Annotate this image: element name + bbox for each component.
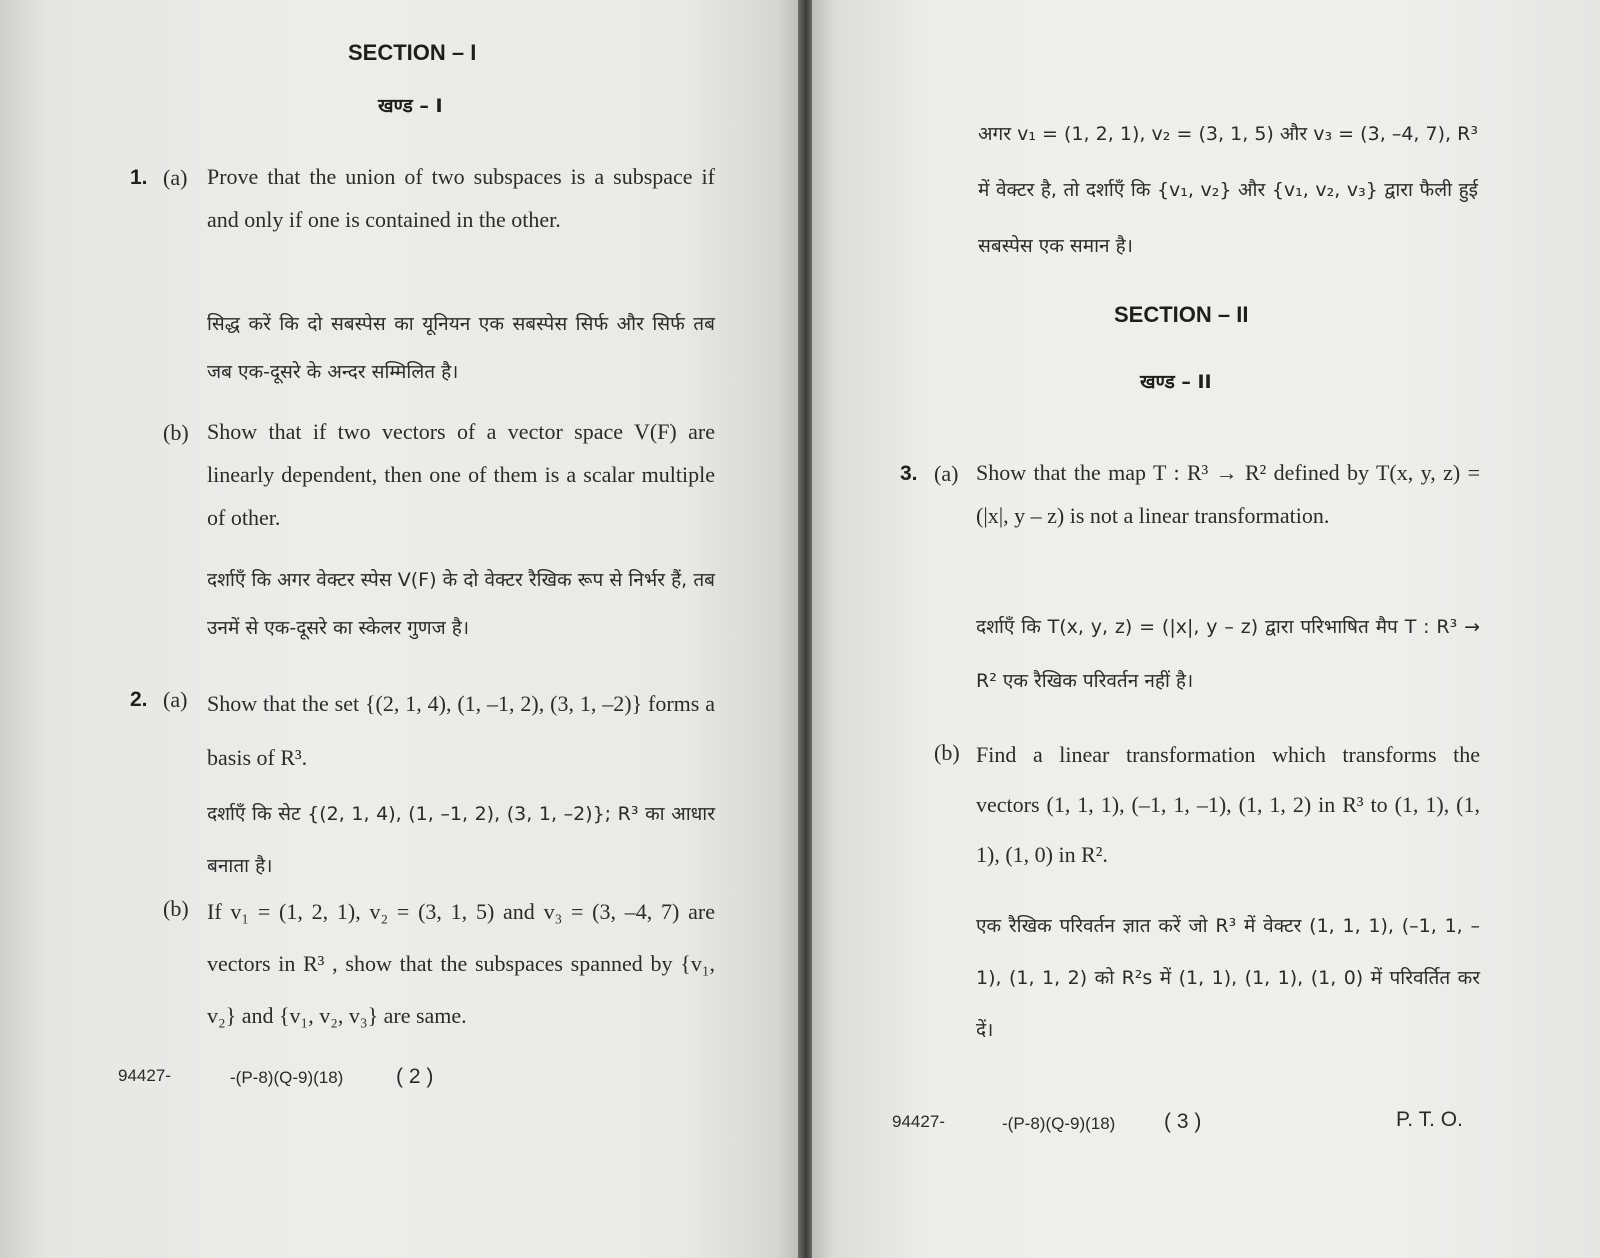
section-title: SECTION – I	[348, 40, 477, 65]
q1-part-b-hindi: दर्शाएँ कि अगर वेक्टर स्पेस V(F) के दो वेक्टर रैखिक रूप से निर्भर हैं, तब उनमें से एक-दूसरे का स्केलर गुणज है।	[207, 569, 715, 639]
q2-part-a-label: (a)	[163, 687, 188, 712]
footer-paper-code: -(P-8)(Q-9)(18)	[1002, 1114, 1116, 1133]
q1-part-b-text: Show that if two vectors of a vector space V(F) are linearly dependent, then one of them is a scalar multiple of other.	[207, 419, 715, 530]
page-turn-over: P. T. O.	[1396, 1108, 1463, 1131]
question-number-1: 1.	[130, 166, 148, 189]
section-title-hindi: खण्ड – II	[1140, 371, 1212, 393]
footer-code: 94427-	[118, 1066, 171, 1085]
question-number-2: 2.	[130, 688, 148, 711]
q1-part-b-label: (b)	[163, 420, 189, 445]
q3-part-a-text: Show that the map T : R³ → R² defined by T(x, y, z) = (|x|, y – z) is not a linear transformation.	[976, 460, 1480, 528]
q1-part-a-label: (a)	[163, 165, 188, 190]
section-title: SECTION – II	[1114, 302, 1249, 327]
q3-part-b-text: Find a linear transformation which transforms the vectors (1, 1, 1), (–1, 1, –1), (1, 1, 2) in R³ to (1, 1), (1, 1), (1, 0) in R².	[976, 742, 1480, 867]
q2-part-a-text: Show that the set {(2, 1, 4), (1, –1, 2), (3, 1, –2)} forms a basis of R³.	[207, 691, 715, 770]
q3-part-a-hindi: दर्शाएँ कि T(x, y, z) = (|x|, y – z) द्वारा परिभाषित मैप T : R³ → R² एक रैखिक परिवर्तन नहीं है।	[976, 616, 1480, 692]
footer-page-number: ( 2 )	[396, 1065, 434, 1088]
q3-part-b-label: (b)	[934, 740, 960, 765]
q2-part-b-label: (b)	[163, 896, 189, 921]
right-page	[812, 0, 1600, 1258]
section-title-hindi: खण्ड – I	[378, 95, 443, 117]
question-number-3: 3.	[900, 462, 918, 485]
q2-part-b-hindi: अगर v₁ = (1, 2, 1), v₂ = (3, 1, 5) और v₃ = (3, –4, 7), R³ में वेक्टर है, तो दर्शाएँ कि {v₁, v₂} और {v₁, v₂, v₃} द्वारा फैली हुई सबस्पेस एक समान है।	[978, 123, 1478, 257]
footer-paper-code: -(P-8)(Q-9)(18)	[230, 1068, 344, 1087]
q2-part-a-hindi: दर्शाएँ कि सेट {(2, 1, 4), (1, –1, 2), (3, 1, –2)}; R³ का आधार बनाता है।	[207, 803, 715, 877]
q1-part-a-hindi: सिद्ध करें कि दो सबस्पेस का यूनियन एक सबस्पेस सिर्फ और सिर्फ तब जब एक-दूसरे के अन्दर सम्मिलित है।	[207, 313, 715, 383]
q1-part-a-text: Prove that the union of two subspaces is a subspace if and only if one is contained in the other.	[207, 164, 715, 232]
q2-part-b-text: If v₁ = (1, 2, 1), v₂ = (3, 1, 5) and v₃ = (3, –4, 7) are vectors in R³ , show that the subspaces spanned by {v₁, v₂} and {v₁, v₂, v₃} are same.	[207, 899, 715, 1028]
footer-code: 94427-	[892, 1112, 945, 1131]
q3-part-b-hindi: एक रैखिक परिवर्तन ज्ञात करें जो R³ में वेक्टर (1, 1, 1), (–1, 1, –1), (1, 1, 2) को R²s में (1, 1), (1, 1), (1, 0) में परिवर्तित कर दें।	[976, 915, 1480, 1041]
q3-part-a-label: (a)	[934, 461, 959, 486]
footer-page-number: ( 3 )	[1164, 1110, 1202, 1133]
